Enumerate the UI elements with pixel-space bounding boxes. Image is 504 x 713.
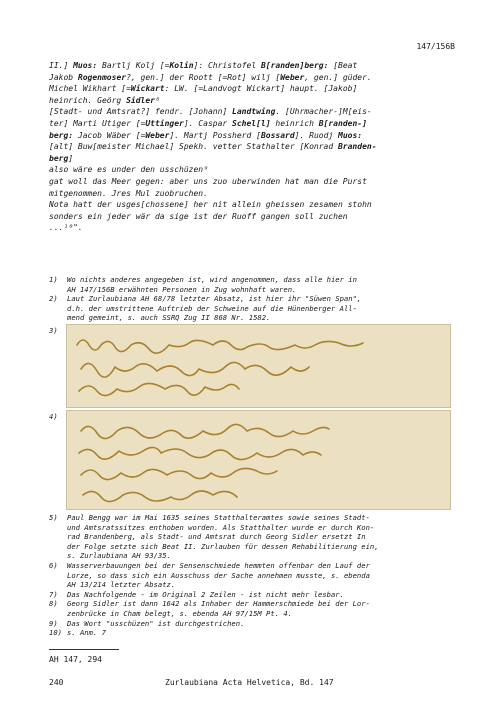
person-name: Rogenmoser bbox=[77, 72, 127, 82]
footnote-number: 6) bbox=[49, 560, 58, 570]
transcription-body bbox=[49, 60, 455, 234]
transcription-line: also wäre es under den usschüzen⁹ bbox=[49, 165, 208, 175]
footnote-number: 9) bbox=[49, 618, 58, 628]
footnote bbox=[49, 294, 459, 323]
person-name: Weber bbox=[280, 72, 305, 82]
transcription-line: Nota hatt der usges[chossene] her nit allein gheissen zesamen stohn bbox=[49, 200, 372, 210]
footnote bbox=[49, 599, 459, 618]
handwriting-facsimile-4 bbox=[66, 410, 451, 510]
transcription-line: berg: Jacob Wäber [=Weber]. Martj Possherd [Bossard]. Ruodj Muos: bbox=[49, 130, 363, 140]
footnote-text: Laut Zurlaubiana AH 68/78 letzter Absatz, ist hier ihr "Süwen Span", d.h. der umstrittene Auftrieb der Schweine auf die Hünenberger All- mend gemeint, s. auch SSRQ Zug II 868 Nr. 1582. bbox=[67, 294, 362, 323]
transcription-line: Michel Wikhart [=Wickart: LW. [=Landvogt Wickart] haupt. [Jakob] bbox=[49, 84, 358, 94]
footnote bbox=[49, 619, 459, 629]
transcription-line: Jakob Rogenmoser?, gen.] der Roott [=Rot] wilj [Weber, gen.] güder. bbox=[49, 72, 372, 82]
person-name: berg bbox=[49, 153, 69, 163]
person-name: Kolin bbox=[169, 61, 194, 70]
footnote-label-3: 3) bbox=[49, 326, 58, 335]
transcription-line: [alt] Buw[meister Michael] Spekh. vetter Stathalter [Konrad Branden- bbox=[49, 142, 377, 152]
person-name: Bossard bbox=[260, 130, 295, 140]
footnote bbox=[49, 275, 459, 294]
transcription-line: II.] Muos: Bartlj Kolj [=Kolin]: Christofel B[randen]berg: [Beat bbox=[49, 61, 358, 70]
person-name: B[randen]berg: bbox=[260, 61, 329, 70]
footnote-text: Georg Sidler ist dann 1642 als Inhaber der Hammerschmiede bei der Lor- zenbrücke in Cham belegt, s. ebenda AH 97/15M Pt. 4. bbox=[67, 599, 370, 618]
footnote-text: Wasserverbauungen bei der Sensenschmiede hemmten offenbar den Lauf der Lorze, so dass sich ein Ausschuss der Sache annehmen musste, s. ebenda AH 13/214 letzter Absatz. bbox=[67, 560, 370, 590]
footnote-number: 8) bbox=[49, 599, 58, 609]
footnote-text: s. Anm. 7 bbox=[67, 628, 106, 638]
transcription-line: [Stadt- und Amtsrat?] fendr. [Johann] Landtwing. [Uhrmacher-]M[eis- bbox=[49, 107, 372, 117]
footnotes-lower bbox=[49, 513, 459, 638]
transcription-line: mitgenommen. Jres Mul zuobruchen. bbox=[49, 188, 208, 198]
transcription-line: ...¹⁰". bbox=[49, 223, 83, 233]
footnote-text: Das Wort "usschüzen" ist durchgestrichen. bbox=[67, 618, 245, 628]
footnote-number: 2) bbox=[49, 294, 58, 304]
transcription-line: berg] bbox=[49, 153, 74, 163]
handwriting-facsimile-3 bbox=[66, 324, 451, 408]
transcription-line: gat woll das Meer gegen: aber uns zuo uberwinden hat man die Purst bbox=[49, 176, 367, 186]
person-name: Weber bbox=[145, 130, 170, 140]
person-name: B[randen-] bbox=[318, 118, 367, 128]
person-name: Landtwing bbox=[232, 107, 276, 117]
person-name: Schel[l] bbox=[232, 118, 271, 128]
source-reference: AH 147, 294 bbox=[49, 655, 102, 664]
footnote bbox=[49, 590, 459, 600]
transcription-line: ter] Marti Utiger [=Uttinger]. Caspar Schel[l] heinrich B[randen-] bbox=[49, 118, 367, 128]
person-name: berg: bbox=[49, 130, 74, 140]
footnote-text: Paul Bengg war im Mai 1635 seines Statthalteramtes sowie seines Stadt- und Amtsratssitzes enthoben worden. Als Statthalter wurde er durch Kon- rad Brandenberg, als Stadt- und Amtsrat durch Georg Sidler ersetzt In der Folge setzte sich Beat II. Zurlauben für dessen Rehabilitierung ein, s. Zurlaubiana AH 93/35. bbox=[67, 513, 379, 561]
person-name: Wickart bbox=[130, 84, 165, 94]
footnote-number: 7) bbox=[49, 589, 58, 599]
transcription-line: sonders ein jeder wär da sige ist der Ruoff gangen soll zuchen bbox=[49, 211, 348, 221]
person-name: Uttinger bbox=[145, 118, 184, 128]
person-name: Muos: bbox=[73, 61, 98, 70]
footnote bbox=[49, 513, 459, 561]
person-name: Muos: bbox=[338, 130, 363, 140]
page-reference: 147/156B bbox=[416, 42, 455, 51]
footnote-text: Wo nichts anderes angegeben ist, wird angenommen, dass alle hier in AH 147/156B erwähnten Personen in Zug wohnhaft waren. bbox=[67, 275, 357, 294]
footnote-number: 1) bbox=[49, 275, 58, 284]
person-name: Branden- bbox=[337, 142, 377, 152]
footnotes-upper bbox=[49, 275, 459, 323]
footer-page-number: 240 bbox=[49, 678, 64, 687]
footnote-label-4: 4) bbox=[49, 412, 58, 421]
transcription-line: heinrich. Geörg Sidler⁸ bbox=[49, 95, 160, 105]
footnote bbox=[49, 561, 459, 590]
footnote bbox=[49, 628, 459, 638]
footnote-text: Das Nachfolgende - im Original 2 Zeilen - ist nicht mehr lesbar. bbox=[67, 589, 344, 599]
person-name: Sidler bbox=[126, 95, 155, 105]
footnote-number: 10) bbox=[49, 628, 62, 638]
source-separator bbox=[49, 649, 119, 650]
footnote-number: 5) bbox=[49, 513, 58, 522]
footer-title: Zurlaubiana Acta Helvetica, Bd. 147 bbox=[165, 678, 334, 687]
